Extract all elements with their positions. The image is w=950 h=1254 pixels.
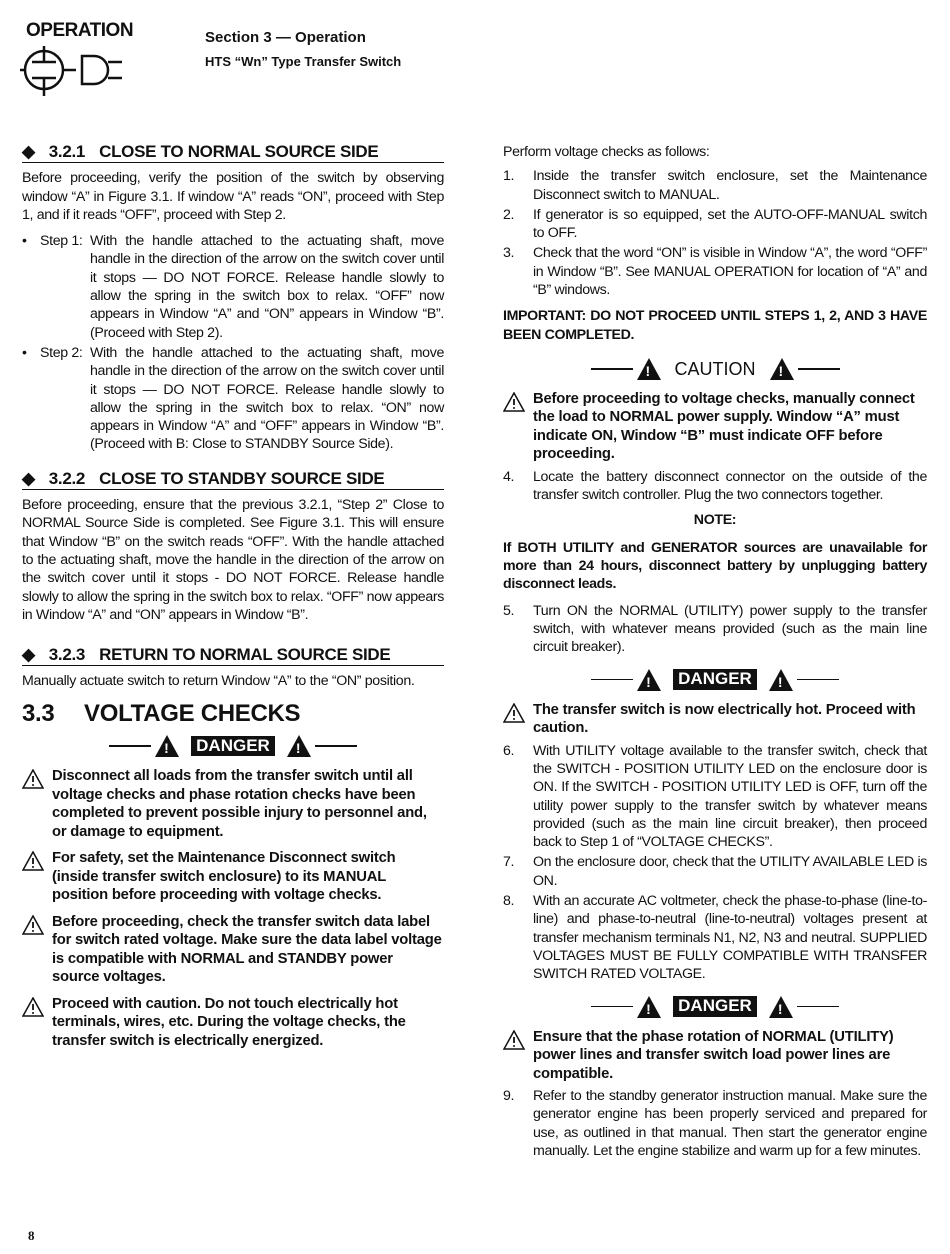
list-number: 4.: [503, 468, 515, 485]
list-item: [22, 344, 444, 454]
heading-text: VOLTAGE CHECKS: [84, 699, 301, 727]
warning-text: For safety, set the Maintenance Disconnect switch (inside transfer switch enclosure) to its MANUAL position before proceeding with voltage checks.: [52, 850, 396, 904]
warning-note: [22, 849, 444, 905]
danger-banner: [22, 735, 444, 757]
danger-label: DANGER: [673, 669, 757, 689]
list-item: [503, 853, 927, 890]
warning-text: Proceed with caution. Do not touch electrically hot terminals, wires, etc. During the voltage checks, the transfer switch is electrically energized.: [52, 995, 406, 1049]
heading-number: 3.2.3: [48, 645, 86, 665]
danger-banner: [503, 669, 927, 691]
step-text: With the handle attached to the actuating shaft, move handle in the direction of the arrow on the switch cover until it stops — DO NOT FORCE. Release handle slowly to allow the spring in the switch box to relax. “OFF” now appears in Window “A” and “ON” appears in Window “B”. (Proceed with Step 2).: [90, 233, 444, 341]
list-text: With UTILITY voltage available to the transfer switch, check that the SWITCH - POSITION UTILITY LED on the enclosure door is ON. If the SWITCH - POSITION UTILITY LED is OFF, turn off the utility power supply to the transfer switch by whatever means provided (such as the main line circuit breaker), then proceed back to Step 1 of “VOLTAGE CHECKS”.: [533, 742, 927, 851]
list-number: 6.: [503, 742, 515, 759]
list-text: On the enclosure door, check that the UTILITY AVAILABLE LED is ON.: [533, 854, 927, 889]
warning-triangle-icon: [637, 358, 661, 380]
list-item: [503, 206, 927, 243]
list-text: If generator is so equipped, set the AUTO-OFF-MANUAL switch to OFF.: [533, 206, 927, 242]
heading-text: CLOSE TO STANDBY SOURCE SIDE: [99, 468, 385, 488]
list-text: With an accurate AC voltmeter, check the phase-to-phase (line-to-line) and phase-to-neutral (line-to-neutral) voltages present at transfer mechanism terminals N1, N2, N3 and neutral. SUPPLIED VOLTAGES MUST BE FULLY COMPATIBLE WITH TRANSFER SWITCH RATED VOLTAGE.: [533, 893, 927, 983]
list-text: Turn ON the NORMAL (UTILITY) power supply to the transfer switch, with whatever means provided (such as the main line circuit breaker).: [533, 602, 927, 656]
heading-3-2-3: [22, 646, 444, 666]
paragraph: Perform voltage checks as follows:: [503, 144, 710, 160]
warning-text: Disconnect all loads from the transfer switch until all voltage checks and phase rotation checks have been completed to prevent possible injury to personnel and, or damage to equipment.: [52, 768, 427, 840]
caution-banner: [503, 358, 927, 380]
warning-note: [22, 767, 444, 841]
caution-label: CAUTION: [674, 358, 756, 379]
operation-label: OPERATION: [26, 20, 134, 41]
bullet-icon: •: [22, 344, 27, 361]
caution-note: [503, 390, 927, 464]
danger-text: Ensure that the phase rotation of NORMAL (UTILITY) power lines and transfer switch load power lines are compatible.: [533, 1028, 894, 1082]
warning-note: [22, 913, 444, 987]
heading-text: CLOSE TO NORMAL SOURCE SIDE: [99, 142, 379, 161]
section-title: Section 3 — Operation: [205, 29, 366, 46]
switch-plug-icon: [20, 44, 130, 100]
heading-3-2-1: [22, 143, 444, 163]
list-text: Inside the transfer switch enclosure, set the Maintenance Disconnect switch to MANUAL.: [533, 168, 927, 203]
danger-note: [503, 701, 927, 738]
list-text: Refer to the standby generator instruction manual. Make sure the generator engine has been properly serviced and prepared for use, as outlined in that manual. Then start the generator engine manually. Let the engine stabilize and warm up for a few minutes.: [533, 1088, 927, 1159]
warning-note: [22, 995, 444, 1051]
step-text: With the handle attached to the actuating shaft, move handle in the direction of the arrow on the switch cover until it stops — DO NOT FORCE. Release handle slowly to allow the spring in the switch box to relax. “ON” now appears in Window “A” and “OFF” appears in Window “B”. (Proceed with B: Close to STANDBY Source Side).: [90, 344, 444, 453]
list-item: [503, 742, 927, 852]
diamond-icon: ◆: [22, 645, 35, 665]
warning-outline-icon: [503, 1030, 525, 1050]
warning-triangle-icon: [769, 669, 793, 691]
paragraph: Before proceeding, verify the position of the switch by observing window “A” in Figure 3.1. If window “A” reads “ON”, proceed with Step 1, and if it reads “OFF”, proceed with Step 2.: [22, 170, 444, 223]
heading-3-3: [22, 699, 444, 727]
list-item: [503, 1087, 927, 1160]
list-text: Locate the battery disconnect connector on the outside of the transfer switch controller. Plug the two connectors together.: [533, 468, 927, 504]
list-item: [503, 602, 927, 657]
step-label: Step 2:: [40, 344, 83, 361]
diamond-icon: ◆: [22, 468, 35, 488]
left-column: [22, 143, 444, 1058]
note-label: NOTE:: [693, 511, 737, 528]
list-number: 7.: [503, 854, 515, 871]
heading-number: 3.2.2: [48, 468, 86, 488]
list-item: [503, 244, 927, 299]
list-item: [503, 468, 927, 505]
page-number: 8: [28, 1228, 35, 1243]
paragraph: Before proceeding, ensure that the previous 3.2.1, “Step 2” Close to NORMAL Source Side is completed. See Figure 3.1. This will ensure that Window “B” on the switch reads “OFF”. With the handle attached to the actuating shaft, move the handle in the direction of the arrow on the switch cover until it stops - DO NOT FORCE. Release handle slowly to allow the spring in the switch box to relax. “OFF” now appears in Window “A” and “ON” appears in Window “B”.: [22, 497, 444, 623]
note-text: If BOTH UTILITY and GENERATOR sources are unavailable for more than 24 hours, disconnect battery by unplugging battery disconnect leads.: [503, 539, 927, 593]
warning-triangle-icon: [770, 358, 794, 380]
section-subtitle: HTS “Wn” Type Transfer Switch: [205, 54, 402, 69]
list-number: 9.: [503, 1088, 515, 1104]
warning-outline-icon: [22, 851, 44, 871]
warning-text: Before proceeding, check the transfer switch data label for switch rated voltage. Make sure the data label voltage is compatible with NORMAL and STANDBY power source voltages.: [52, 913, 442, 986]
list-number: 2.: [503, 206, 515, 223]
warning-outline-icon: [503, 703, 525, 723]
right-column: [503, 143, 927, 1162]
heading-number: 3.2.1: [48, 142, 86, 161]
warning-triangle-icon: [769, 996, 793, 1018]
list-item: [22, 232, 444, 342]
warning-triangle-icon: [155, 735, 179, 757]
important-note: IMPORTANT: DO NOT PROCEED UNTIL STEPS 1, 2, AND 3 HAVE BEEN COMPLETED.: [503, 308, 927, 343]
list-item: [503, 892, 927, 983]
list-number: 8.: [503, 893, 515, 910]
list-item: [503, 167, 927, 204]
heading-text: RETURN TO NORMAL SOURCE SIDE: [99, 645, 391, 665]
warning-outline-icon: [22, 997, 44, 1017]
list-text: Check that the word “ON” is visible in Window “A”, the word “OFF” in Window “B”. See MANUAL OPERATION for location of “A” and “B” windows.: [533, 245, 927, 299]
list-number: 5.: [503, 602, 515, 619]
heading-number: 3.3: [22, 699, 55, 727]
paragraph: Manually actuate switch to return Window “A” to the “ON” position.: [22, 673, 415, 690]
danger-text: The transfer switch is now electrically hot. Proceed with caution.: [533, 701, 916, 737]
caution-text: Before proceeding to voltage checks, manually connect the load to NORMAL power supply. Window “A” must indicate ON, Window “B” must indicate OFF before proceeding.: [533, 390, 915, 463]
warning-outline-icon: [22, 915, 44, 935]
warning-outline-icon: [503, 392, 525, 412]
warning-triangle-icon: [287, 735, 311, 757]
heading-3-2-2: [22, 470, 444, 490]
danger-note: [503, 1028, 927, 1084]
list-number: 3.: [503, 245, 515, 262]
danger-banner: [503, 996, 927, 1018]
list-number: 1.: [503, 168, 515, 185]
warning-triangle-icon: [637, 996, 661, 1018]
danger-label: DANGER: [673, 996, 757, 1016]
danger-label: DANGER: [191, 736, 275, 756]
warning-outline-icon: [22, 769, 44, 789]
warning-triangle-icon: [637, 669, 661, 691]
diamond-icon: ◆: [22, 142, 35, 161]
step-label: Step 1:: [40, 233, 83, 250]
bullet-icon: •: [22, 233, 27, 250]
